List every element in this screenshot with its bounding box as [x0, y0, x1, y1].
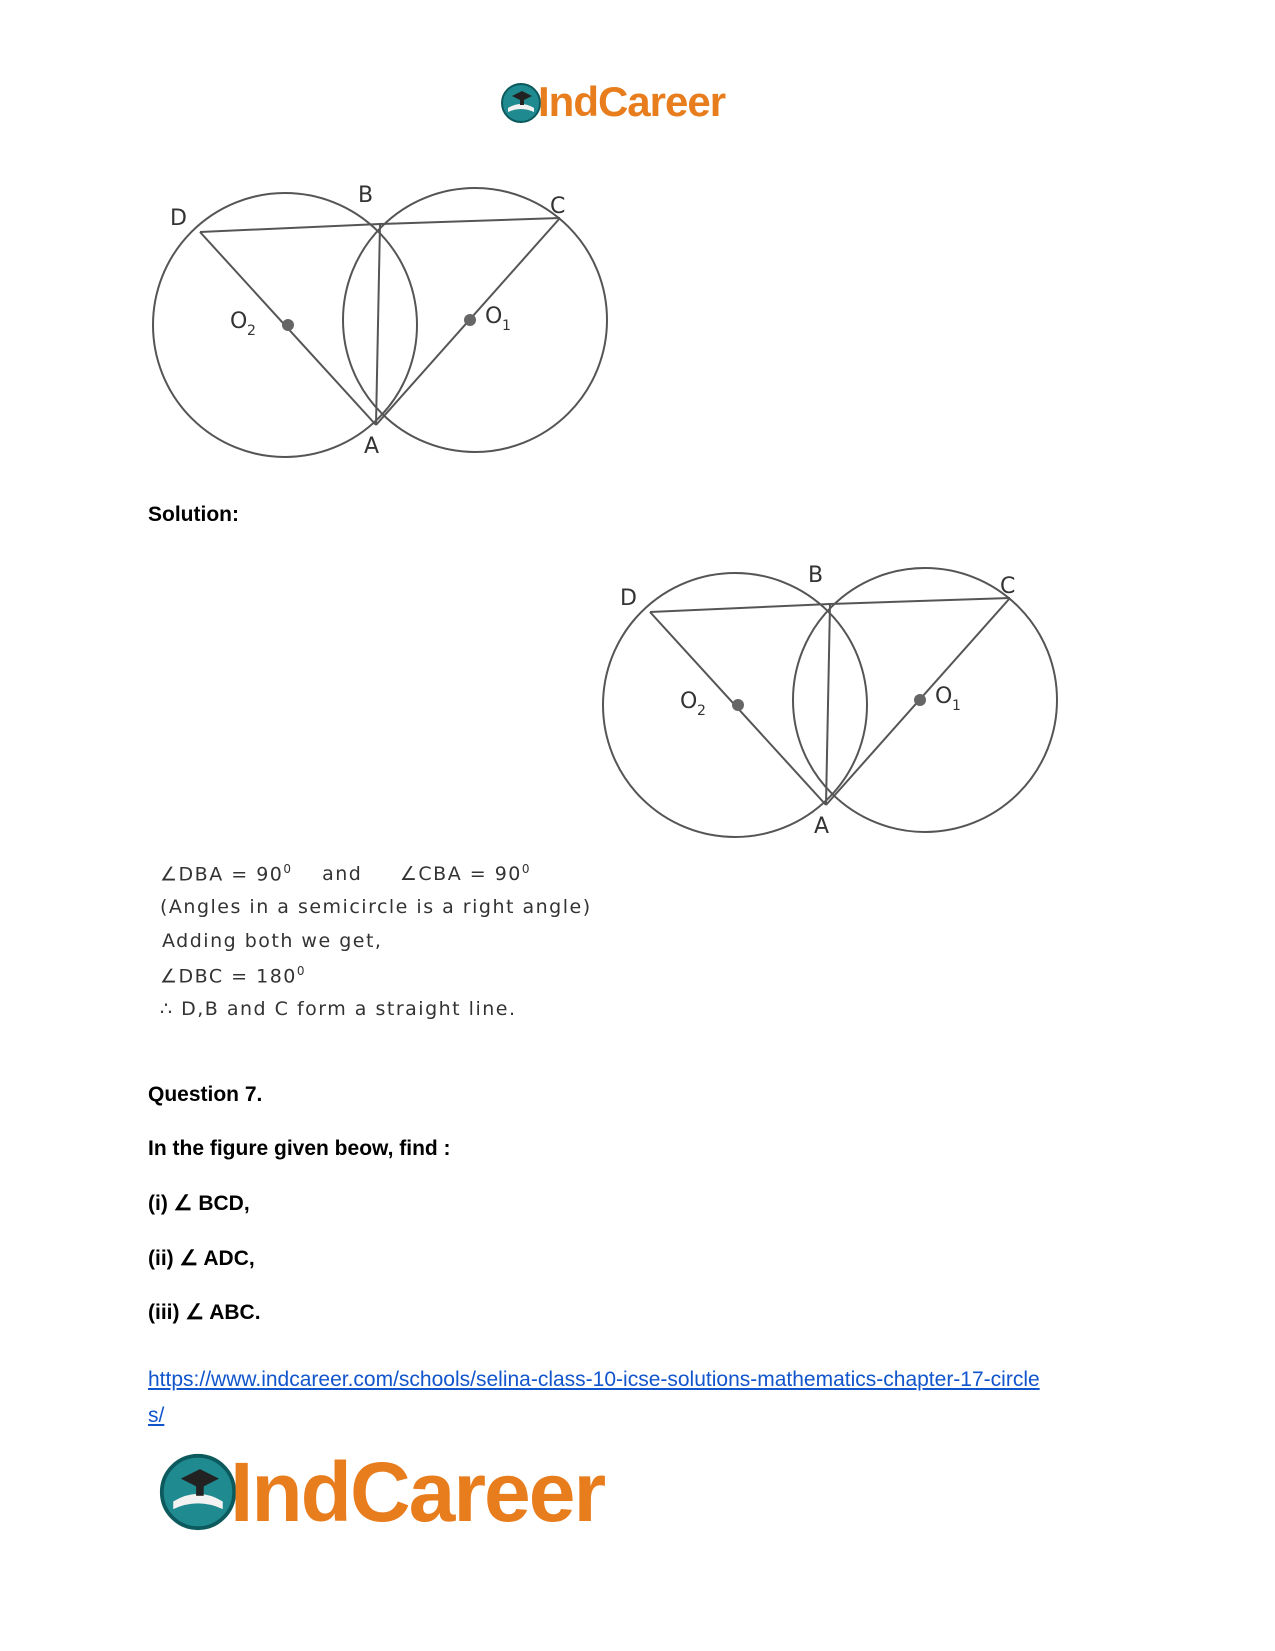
angle-cba: ∠CBA = 90: [399, 863, 522, 886]
center-o1-dot: [464, 314, 476, 326]
solution-line-4: [160, 964, 306, 987]
question-item-3: (iii) ∠ ABC.: [148, 1301, 261, 1324]
header-logo: [500, 78, 770, 128]
line-ba: [376, 224, 380, 425]
solution-line-5: ∴ D,B and C form a straight line.: [160, 998, 517, 1020]
footer-logo-globe-icon: [158, 1452, 238, 1532]
label-b: B: [358, 183, 374, 208]
and-word: and: [322, 863, 363, 886]
line-db: [650, 604, 830, 612]
label-o1: O: [485, 304, 503, 329]
label-o2-sub: 2: [247, 323, 256, 339]
solution-heading: Solution:: [148, 503, 239, 526]
line-bc: [380, 218, 560, 224]
label-o1: O: [935, 684, 953, 709]
label-a: A: [814, 814, 830, 839]
label-o1-sub: 1: [952, 698, 961, 714]
label-o1-sub: 1: [502, 318, 511, 334]
center-o2-dot: [282, 319, 294, 331]
source-link-line-1[interactable]: https://www.indcareer.com/schools/selina-class-10-icse-solutions-mathematics-chapter-17-circle: [148, 1368, 1040, 1391]
line-bc: [830, 598, 1010, 604]
label-o2: O: [230, 309, 248, 334]
source-link-line-2[interactable]: s/: [148, 1404, 165, 1427]
label-o2-sub: 2: [697, 703, 706, 719]
footer-logo: [158, 1445, 698, 1539]
question-item-2: (ii) ∠ ADC,: [148, 1247, 255, 1270]
label-a: A: [364, 434, 380, 459]
question-title: Question 7.: [148, 1083, 263, 1106]
label-c: C: [1000, 574, 1016, 599]
solution-line-1: [160, 862, 531, 885]
solution-line-2: (Angles in a semicircle is a right angle): [160, 896, 592, 918]
circle-figure-2: [600, 555, 1070, 855]
solution-line-3: Adding both we get,: [162, 930, 383, 952]
label-c: C: [550, 194, 566, 219]
angle-dba-degree: 0: [283, 862, 293, 876]
question-item-1: (i) ∠ BCD,: [148, 1192, 250, 1215]
center-o2-dot: [732, 699, 744, 711]
angle-cba-degree: 0: [521, 862, 532, 876]
angle-dba: ∠DBA = 90: [160, 863, 284, 886]
footer-logo-text: IndCareer: [230, 1445, 605, 1539]
circle-figure-1: [150, 175, 620, 475]
label-b: B: [808, 563, 824, 588]
center-o1-dot: [914, 694, 926, 706]
header-logo-text: IndCareer: [538, 78, 726, 125]
label-d: D: [620, 586, 637, 611]
source-link-block: [148, 1362, 1148, 1434]
question-prompt: In the figure given beow, find :: [148, 1137, 451, 1160]
logo-globe-icon: [500, 82, 542, 124]
label-o2: O: [680, 689, 698, 714]
line-ba: [826, 604, 830, 805]
angle-dbc-degree: 0: [296, 964, 307, 978]
angle-dbc: ∠DBC = 180: [160, 965, 297, 988]
line-db: [200, 224, 380, 232]
label-d: D: [170, 206, 187, 231]
